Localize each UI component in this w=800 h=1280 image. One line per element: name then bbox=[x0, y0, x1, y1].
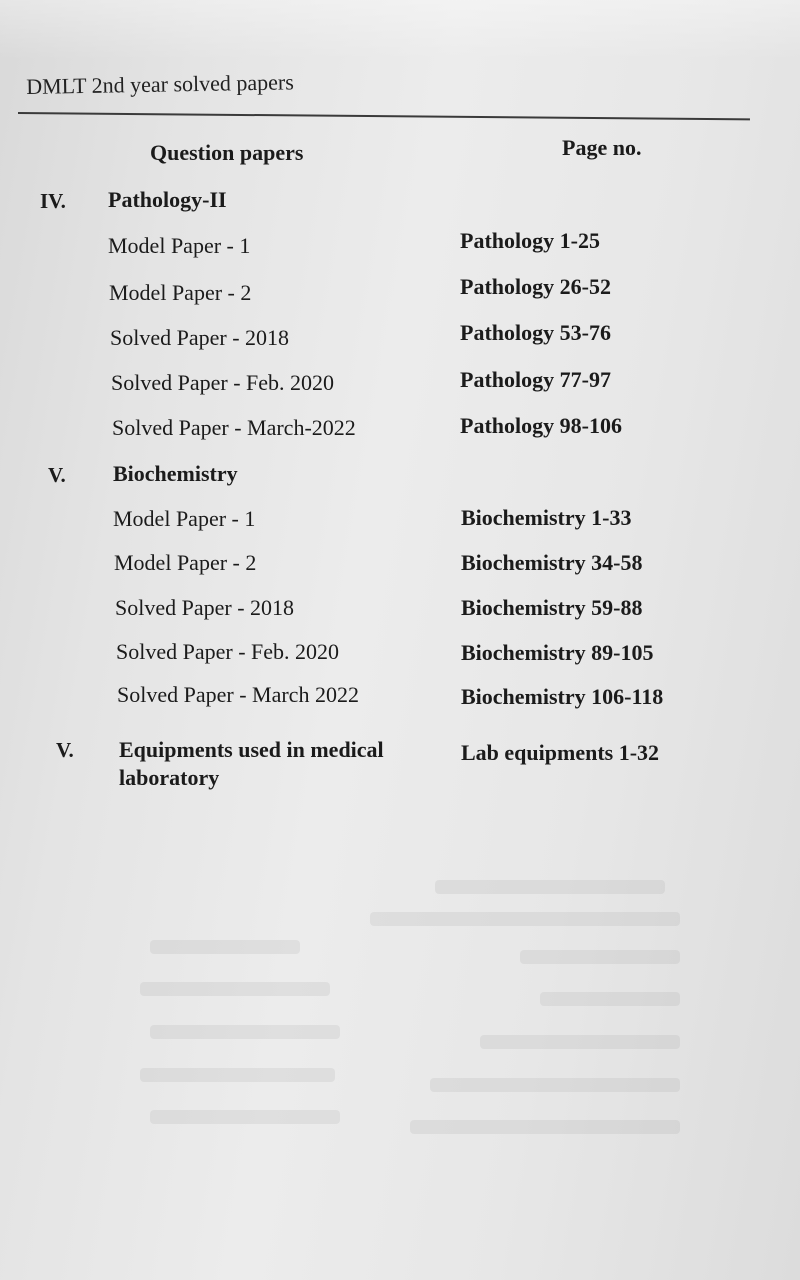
section-title-pathology: Pathology-II bbox=[108, 187, 227, 212]
bleed-through-texture bbox=[0, 820, 800, 1280]
section-number-iv: IV. bbox=[40, 189, 66, 213]
toc-entry-label: Solved Paper - 2018 bbox=[110, 325, 290, 350]
toc-entry-pages: Biochemistry 59-88 bbox=[461, 595, 643, 620]
toc-entry-pages: Pathology 26-52 bbox=[460, 274, 611, 299]
section-title-equipments: Equipments used in medical laboratory bbox=[119, 737, 384, 790]
running-header: DMLT 2nd year solved papers bbox=[26, 69, 295, 99]
toc-entry-pages: Biochemistry 34-58 bbox=[461, 550, 643, 575]
toc-entry-label: Model Paper - 1 bbox=[108, 233, 251, 258]
toc-entry-pages: Lab equipments 1-32 bbox=[461, 740, 660, 765]
toc-entry-label: Solved Paper - Feb. 2020 bbox=[111, 370, 335, 395]
column-heading-question-papers: Question papers bbox=[150, 140, 304, 165]
toc-entry-pages: Biochemistry 1-33 bbox=[461, 505, 632, 530]
toc-entry-label: Solved Paper - March-2022 bbox=[112, 415, 356, 440]
toc-entry-pages: Pathology 98-106 bbox=[460, 413, 622, 438]
toc-entry-label: Solved Paper - March 2022 bbox=[117, 682, 359, 707]
toc-entry-label: Solved Paper - Feb. 2020 bbox=[116, 639, 340, 664]
toc-entry-label: Model Paper - 2 bbox=[114, 550, 257, 575]
toc-entry-pages: Biochemistry 106-118 bbox=[461, 684, 664, 709]
section-number-v-equipments: V. bbox=[56, 738, 74, 762]
toc-entry-label: Solved Paper - 2018 bbox=[115, 595, 295, 620]
column-heading-page-no: Page no. bbox=[562, 135, 642, 160]
toc-entry-pages: Pathology 1-25 bbox=[460, 228, 600, 253]
toc-entry-pages: Pathology 77-97 bbox=[460, 367, 611, 392]
toc-entry-label: Model Paper - 2 bbox=[109, 280, 252, 305]
section-title-biochemistry: Biochemistry bbox=[113, 461, 238, 486]
toc-entry-label: Model Paper - 1 bbox=[113, 506, 256, 531]
toc-entry-pages: Biochemistry 89-105 bbox=[461, 640, 654, 665]
page-shading bbox=[0, 0, 800, 60]
toc-entry-pages: Pathology 53-76 bbox=[460, 320, 611, 345]
section-number-v: V. bbox=[48, 463, 66, 487]
header-rule bbox=[18, 112, 750, 120]
